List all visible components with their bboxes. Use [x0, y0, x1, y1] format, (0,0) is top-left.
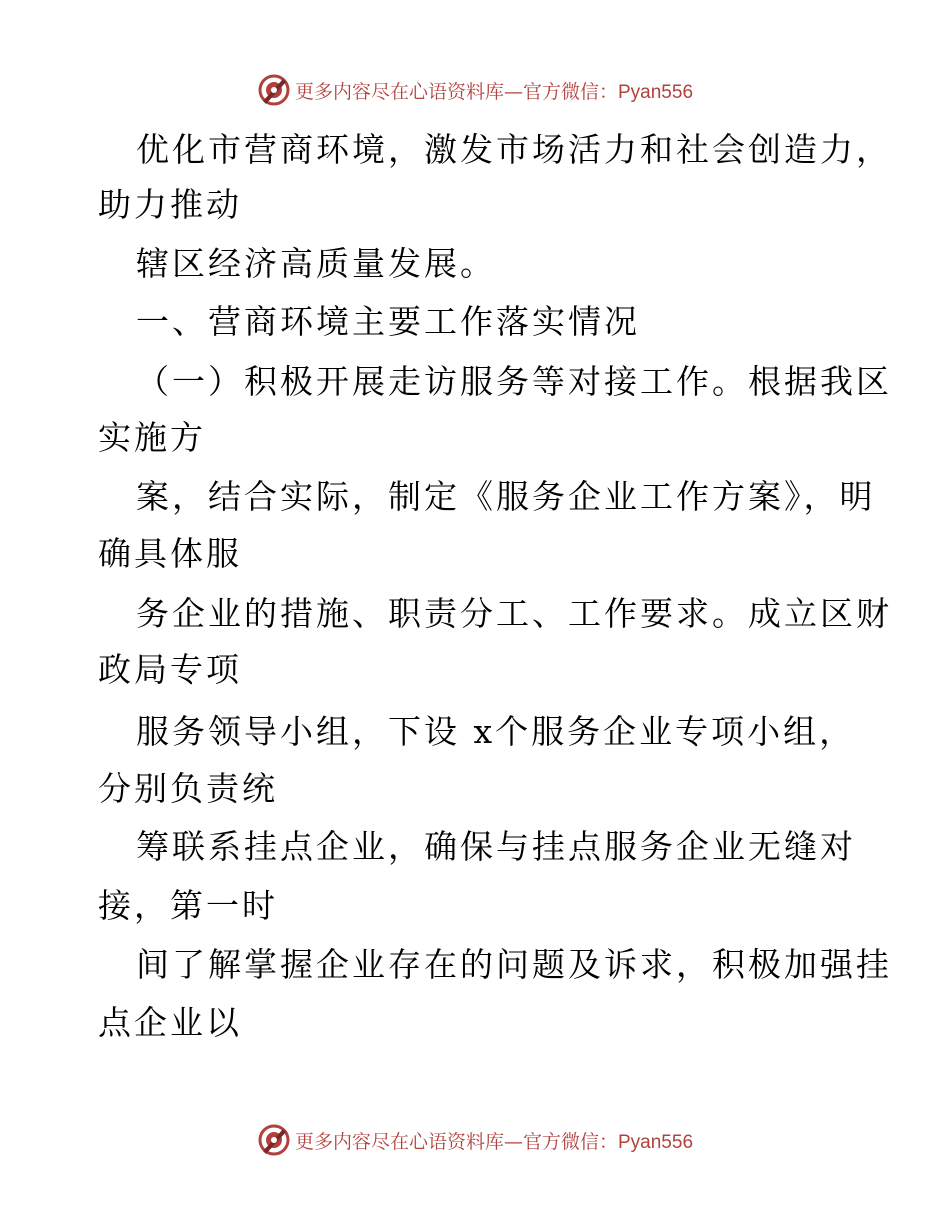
watermark-wechat-id: Pyan556: [618, 81, 694, 103]
body-line: 确具体服: [98, 534, 242, 573]
header-watermark: [0, 70, 950, 110]
body-line: 政局专项: [98, 650, 242, 689]
body-line: 间了解掌握企业存在的问题及诉求，积极加强挂: [136, 945, 892, 984]
watermark-prefix: 更多内容尽在心语资料库—官方微信：: [294, 1130, 618, 1153]
watermark-prefix: 更多内容尽在心语资料库—官方微信：: [294, 80, 618, 103]
body-line: 接，第一时: [98, 886, 278, 925]
body-line: 助力推动: [98, 185, 242, 224]
watermark-text: [295, 77, 693, 104]
subsection-heading: （一）积极开展走访服务等对接工作。根据我区: [136, 362, 892, 401]
body-line: 辖区经济高质量发展。: [136, 244, 496, 283]
body-line: 务企业的措施、职责分工、工作要求。成立区财: [136, 594, 892, 633]
body-line: 服务领导小组，下设 x个服务企业专项小组，: [136, 712, 856, 751]
body-line: 点企业以: [98, 1003, 242, 1042]
watermark-wechat-id: Pyan556: [618, 1131, 694, 1153]
body-line: 筹联系挂点企业，确保与挂点服务企业无缝对: [136, 827, 856, 866]
body-line: 案，结合实际，制定《服务企业工作方案》，明: [136, 477, 876, 516]
body-line: 实施方: [98, 418, 206, 457]
pen-seal-logo-icon: [257, 73, 291, 107]
body-line: 分别负责统: [98, 769, 278, 808]
section-heading: 一、营商环境主要工作落实情况: [136, 302, 640, 341]
footer-watermark: [0, 1120, 950, 1160]
watermark-text: [295, 1127, 693, 1154]
body-line: 优化市营商环境，激发市场活力和社会创造力，: [136, 130, 892, 169]
pen-seal-logo-icon: [257, 1123, 291, 1157]
